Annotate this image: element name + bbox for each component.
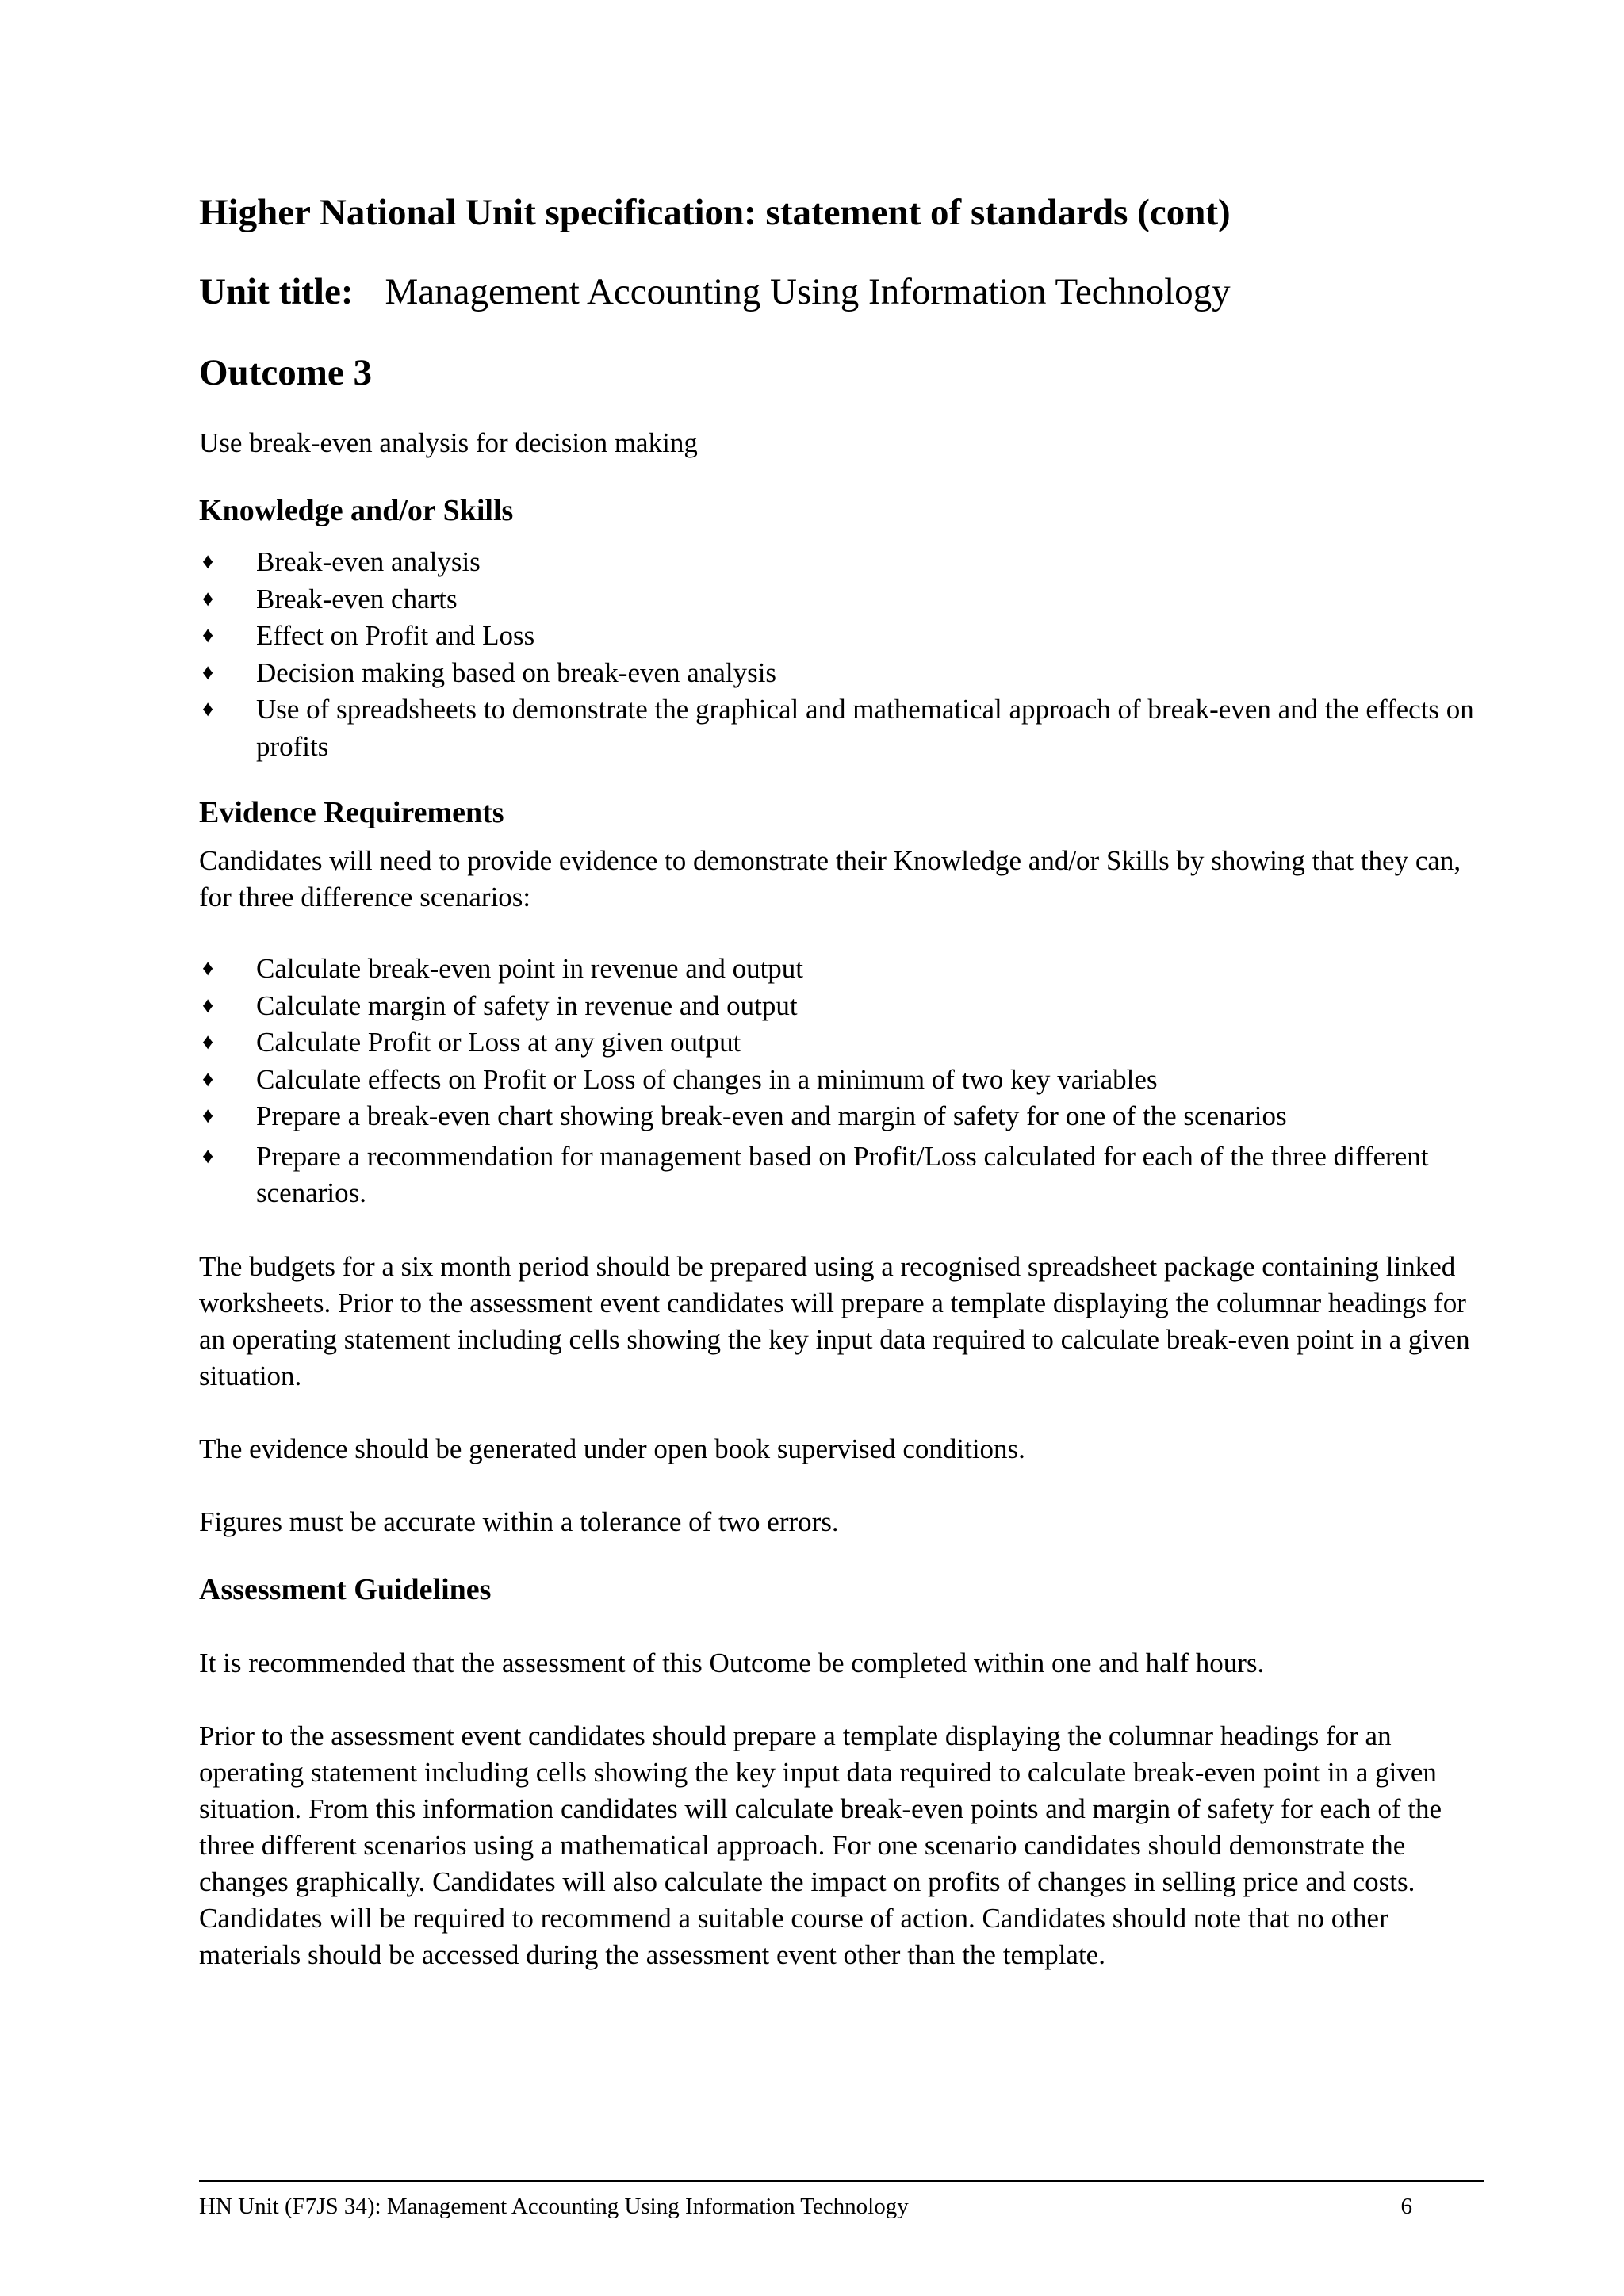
list-item: ♦ Calculate Profit or Loss at any given output [199,1024,1484,1062]
page-footer [199,2180,1484,2221]
page-heading: Higher National Unit specification: statement of standards (cont) [199,192,1231,233]
list-item: ♦ Decision making based on break-even analysis [199,655,1484,692]
unit-title-value: Management Accounting Using Information Technology [385,271,1231,312]
evidence-paragraph: The budgets for a six month period should be prepared using a recognised spreadsheet package containing linked worksheets. Prior to the assessment event candidates will prepare a template displaying the columnar headings for an operating statement including cells showing the key input data required to calculate break-even point in a given situation. [199,1250,1470,1391]
page-content [199,189,1484,1973]
list-item: ♦ Calculate effects on Profit or Loss of changes in a minimum of two key variables [199,1062,1484,1099]
assessment-guidelines-heading: Assessment Guidelines [199,1572,492,1606]
knowledge-skills-list [199,544,1484,765]
diamond-bullet-icon: ♦ [202,1143,214,1169]
list-item: ♦ Effect on Profit and Loss [199,618,1484,655]
list-item: ♦ Prepare a break-even chart showing break-even and margin of safety for one of the scenarios [199,1098,1484,1135]
unit-title-label: Unit title: [199,271,354,312]
assessment-paragraph: Prior to the assessment event candidates should prepare a template displaying the columnar headings for an operating statement including cells showing the key input data required to calculate break-even point in a given situation. From this information candidates will calculate break-even points and margin of safety for each of the three different scenarios using a mathematical approach. For one scenario candidates should demonstrate the changes graphically. Candidates will also calculate the impact on profits of changes in selling price and costs. Candidates will be required to recommend a suitable course of action. Candidates should note that no other materials should be accessed during the assessment event other than the template. [199,1720,1442,1970]
outcome-title: Outcome 3 [199,352,372,393]
list-item: ♦ Calculate margin of safety in revenue and output [199,988,1484,1025]
diamond-bullet-icon: ♦ [202,697,214,721]
diamond-bullet-icon: ♦ [202,993,214,1018]
list-item: ♦ Break-even charts [199,581,1484,618]
evidence-paragraph: Figures must be accurate within a tolerance of two errors. [199,1506,839,1537]
list-item: ♦ Use of spreadsheets to demonstrate the graphical and mathematical approach of break-even and the effects on profits [199,691,1484,765]
footer-unit-reference: HN Unit (F7JS 34): Management Accounting Using Information Technology [199,2194,909,2219]
evidence-requirements-heading: Evidence Requirements [199,796,504,829]
evidence-intro: Candidates will need to provide evidence to demonstrate their Knowledge and/or Skills by showing that they can, for three difference scenarios: [199,845,1461,913]
diamond-bullet-icon: ♦ [202,1030,214,1054]
assessment-paragraph: It is recommended that the assessment of this Outcome be completed within one and half hours. [199,1647,1265,1678]
outcome-description: Use break-even analysis for decision making [199,427,698,458]
page-number: 6 [1400,2194,1412,2219]
diamond-bullet-icon: ♦ [202,956,214,981]
diamond-bullet-icon: ♦ [202,549,214,574]
diamond-bullet-icon: ♦ [202,660,214,685]
diamond-bullet-icon: ♦ [202,586,214,611]
list-item: ♦ Prepare a recommendation for management based on Profit/Loss calculated for each of the three different scenarios. [199,1138,1484,1212]
diamond-bullet-icon: ♦ [202,623,214,648]
diamond-bullet-icon: ♦ [202,1066,214,1092]
list-item: ♦ Calculate break-even point in revenue and output [199,951,1484,988]
evidence-list [199,951,1484,1212]
evidence-paragraph: The evidence should be generated under open book supervised conditions. [199,1433,1025,1464]
knowledge-skills-heading: Knowledge and/or Skills [199,494,514,527]
unit-title [199,268,1484,316]
list-item: ♦ Break-even analysis [199,544,1484,581]
diamond-bullet-icon: ♦ [202,1104,214,1128]
